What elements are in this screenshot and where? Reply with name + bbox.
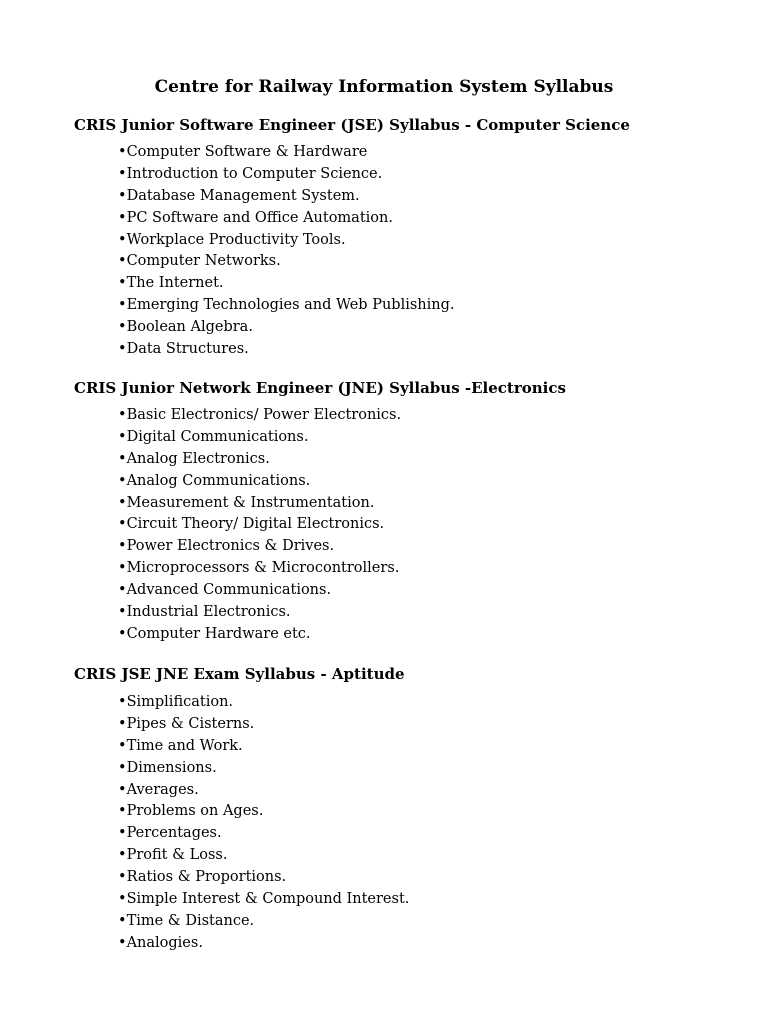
list-item: •Analogies. — [118, 934, 203, 951]
list-item: •Workplace Productivity Tools. — [118, 231, 346, 248]
bullet: • — [118, 934, 127, 951]
bullet: • — [118, 275, 127, 292]
bullet: • — [118, 604, 127, 621]
list-item: •Time and Work. — [118, 737, 243, 754]
list-item: •Power Electronics & Drives. — [118, 538, 335, 555]
bullet: • — [118, 144, 127, 160]
list-item: •Analog Electronics. — [118, 450, 270, 467]
bullet: • — [118, 187, 127, 204]
list-aptitude — [118, 692, 409, 955]
list-item: •Computer Software & Hardware — [118, 144, 368, 160]
bullet: • — [118, 407, 127, 423]
bullet: • — [118, 891, 127, 908]
bullet: • — [118, 428, 127, 445]
list-item: •Advanced Communications. — [118, 582, 332, 599]
bullet: • — [118, 209, 127, 226]
bullet: • — [118, 781, 127, 798]
list-item: •Industrial Electronics. — [118, 604, 291, 621]
list-item: •Percentages. — [118, 825, 222, 842]
list-item: •Boolean Algebra. — [118, 319, 253, 336]
bullet: • — [118, 297, 127, 314]
list-item: •Database Management System. — [118, 187, 360, 204]
list-item: •Profit & Loss. — [118, 847, 228, 864]
list-item: •Emerging Technologies and Web Publishing. — [118, 297, 455, 314]
list-item: •PC Software and Office Automation. — [118, 209, 393, 226]
bullet: • — [118, 759, 127, 776]
page-title: Centre for Railway Information System Syllabus — [154, 77, 614, 97]
bullet: • — [118, 450, 127, 467]
list-item: •Basic Electronics/ Power Electronics. — [118, 407, 402, 423]
list-item: •Measurement & Instrumentation. — [118, 494, 375, 511]
list-item: •Circuit Theory/ Digital Electronics. — [118, 516, 385, 533]
list-item: •Ratios & Proportions. — [118, 869, 287, 886]
list-item: •Time & Distance. — [118, 912, 255, 929]
list-item: •Introduction to Computer Science. — [118, 165, 383, 182]
list-item: •Pipes & Cisterns. — [118, 715, 255, 732]
bullet: • — [118, 538, 127, 555]
bullet: • — [118, 803, 127, 820]
bullet: • — [118, 737, 127, 754]
list-item: •Averages. — [118, 781, 199, 798]
list-item: •Analog Communications. — [118, 472, 311, 489]
bullet: • — [118, 494, 127, 511]
list-item: •Simplification. — [118, 694, 234, 710]
list-item: •Computer Hardware etc. — [118, 625, 311, 642]
list-item: •Simple Interest & Compound Interest. — [118, 891, 410, 908]
bullet: • — [118, 472, 127, 489]
bullet: • — [118, 912, 127, 929]
list-item: •Microprocessors & Microcontrollers. — [118, 560, 400, 577]
list-item: •Data Structures. — [118, 341, 249, 358]
bullet: • — [118, 582, 127, 599]
bullet: • — [118, 847, 127, 864]
section-heading-computer-science: CRIS Junior Software Engineer (JSE) Syllabus - Computer Science — [74, 116, 630, 134]
bullet: • — [118, 715, 127, 732]
bullet: • — [118, 694, 127, 710]
bullet: • — [118, 231, 127, 248]
list-item: •Dimensions. — [118, 759, 217, 776]
list-item: •Digital Communications. — [118, 428, 309, 445]
list-electronics — [118, 405, 401, 646]
list-item: •Problems on Ages. — [118, 803, 264, 820]
bullet: • — [118, 165, 127, 182]
bullet: • — [118, 869, 127, 886]
section-heading-electronics: CRIS Junior Network Engineer (JNE) Syllabus -Electronics — [74, 379, 566, 397]
bullet: • — [118, 319, 127, 336]
bullet: • — [118, 516, 127, 533]
list-item: •Computer Networks. — [118, 253, 281, 270]
bullet: • — [118, 625, 127, 642]
list-item: •The Internet. — [118, 275, 224, 292]
bullet: • — [118, 341, 127, 358]
bullet: • — [118, 560, 127, 577]
bullet: • — [118, 825, 127, 842]
bullet: • — [118, 253, 127, 270]
list-computer-science — [118, 142, 455, 361]
section-heading-aptitude: CRIS JSE JNE Exam Syllabus - Aptitude — [74, 665, 405, 683]
